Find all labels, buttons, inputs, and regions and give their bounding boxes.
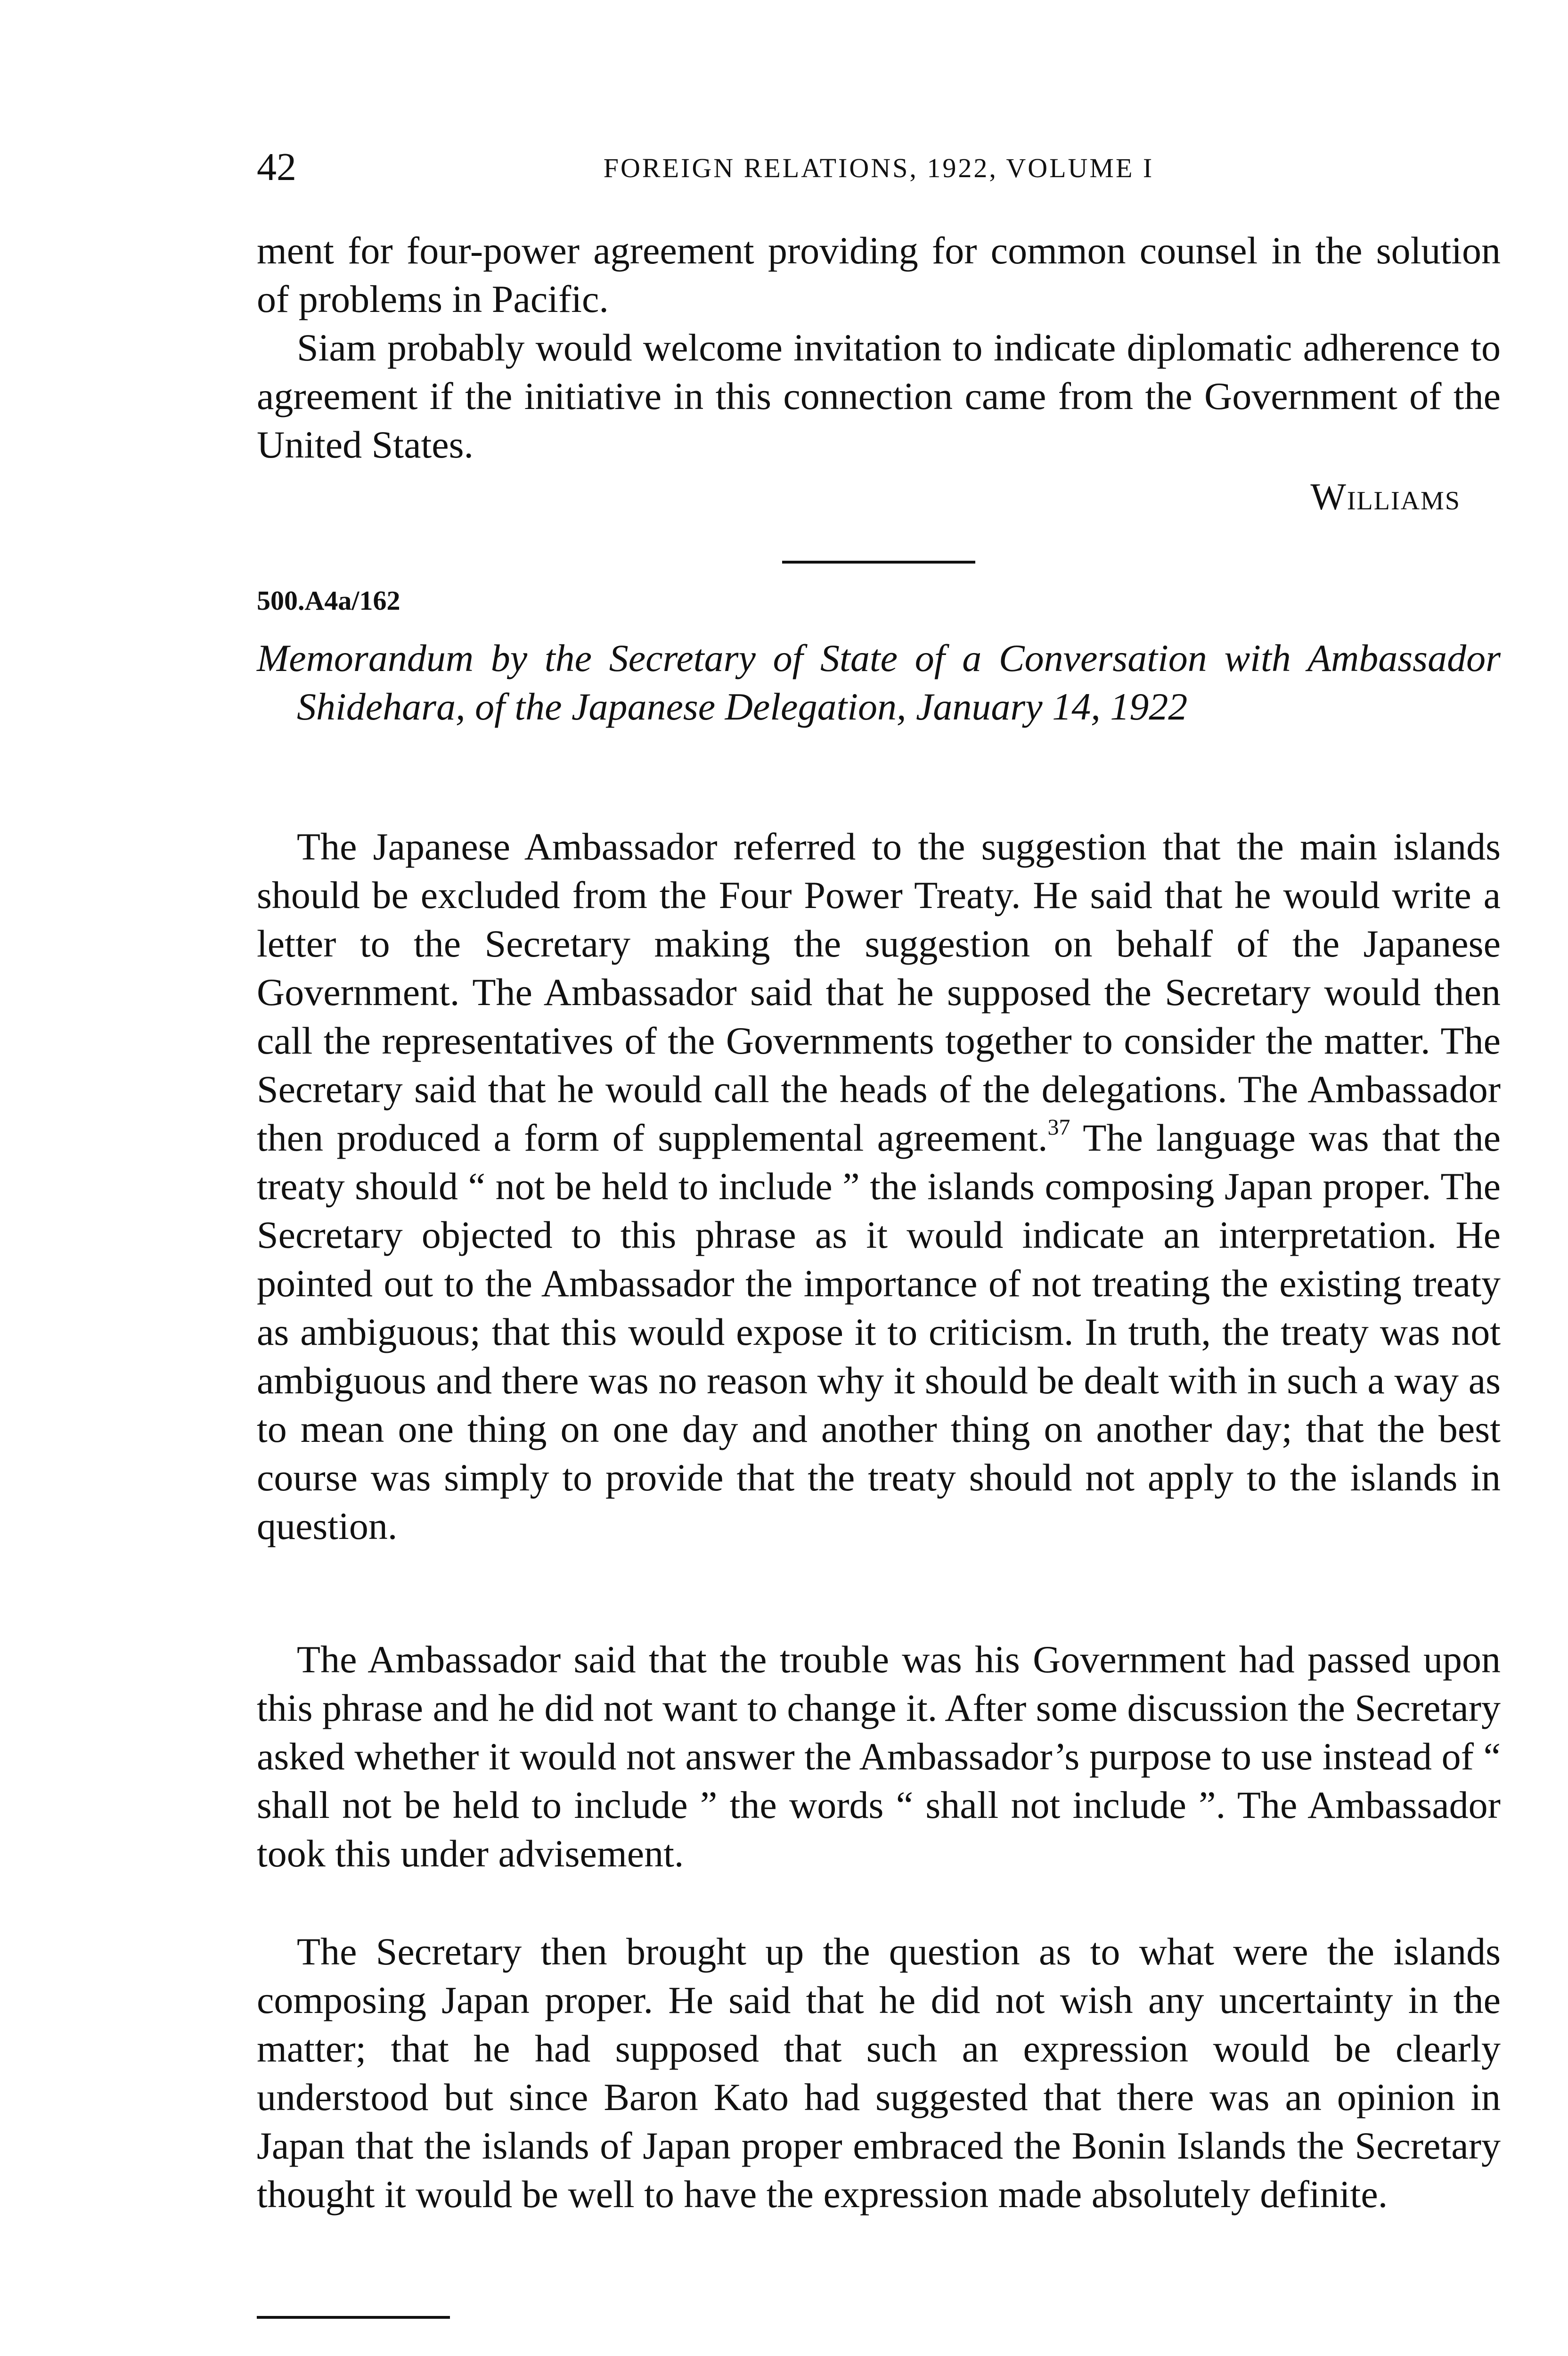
footnote-reference: 37 [1047,1115,1070,1140]
memo-paragraph-1 [257,822,1501,1550]
document-title: Memorandum by the Secretary of State of a Conversation with Ambassador Shidehara, of the Japanese Delegation, January 14, 1922 [257,637,1501,728]
page-number: 42 [257,145,296,189]
intro-paragraph-siam: Siam probably would welcome invitation to indicate diplomatic adherence to agreement if the initiative in this connection came from the Government of the United States. [257,326,1501,466]
memo-paragraph-1-continued: The language was that the treaty should “ not be held to include ” the islands composing Japan proper. The Secretary objected to this phrase as it would indicate an interpretation. He pointed out to the Ambassador the importance of not treating the existing treaty as ambiguous; that this would expose it to criticism. In truth, the treaty was not ambiguous and there was no reason why it should be dealt with in such a way as to mean one thing on one day and another thing on another day; that the best course was simply to provide that the treaty should not apply to the islands in question. [257,1116,1501,1547]
memo-paragraph-1-text: The Japanese Ambassador referred to the suggestion that the main islands should be excluded from the Four Power Treaty. He said that he would write a letter to the Secretary making the suggestion on behalf of the Japanese Government. The Ambassador said that he supposed the Secretary would then call the representatives of the Governments together to consider the matter. The Secretary said that he would call the heads of the delegations. The Ambassador then produced a form of supplemental agreement. [257,825,1501,1159]
intro-paragraph-continuation: ment for four-power agreement providing for common counsel in the solution of problems in Pacific. [257,229,1501,320]
running-head [257,141,1501,193]
footnote [287,2351,670,2356]
memo-paragraph-2: The Ambassador said that the trouble was his Government had passed upon this phrase and he did not want to change it. After some discussion the Secretary asked whether it would not answer the Ambassador’s purpose to use instead of “ shall not be held to include ” the words “ shall not include ”. The Ambassador took this under advisement. [257,1638,1501,1875]
running-title: FOREIGN RELATIONS, 1922, VOLUME I [603,153,1154,183]
signature: Williams [1310,476,1461,518]
file-reference: 500.A4a/162 [257,585,400,616]
footnote-separator [257,2316,450,2319]
section-separator [782,561,975,564]
memo-paragraph-3: The Secretary then brought up the question as to what were the islands composing Japan proper. He said that he did not wish any uncertainty in the matter; that he had supposed that such an expression would be clearly understood but since Baron Kato had suggested that there was an opinion in Japan that the islands of Japan proper embraced the Bonin Islands the Secretary thought it would be well to have the expression made absolutely definite. [257,1930,1501,2216]
